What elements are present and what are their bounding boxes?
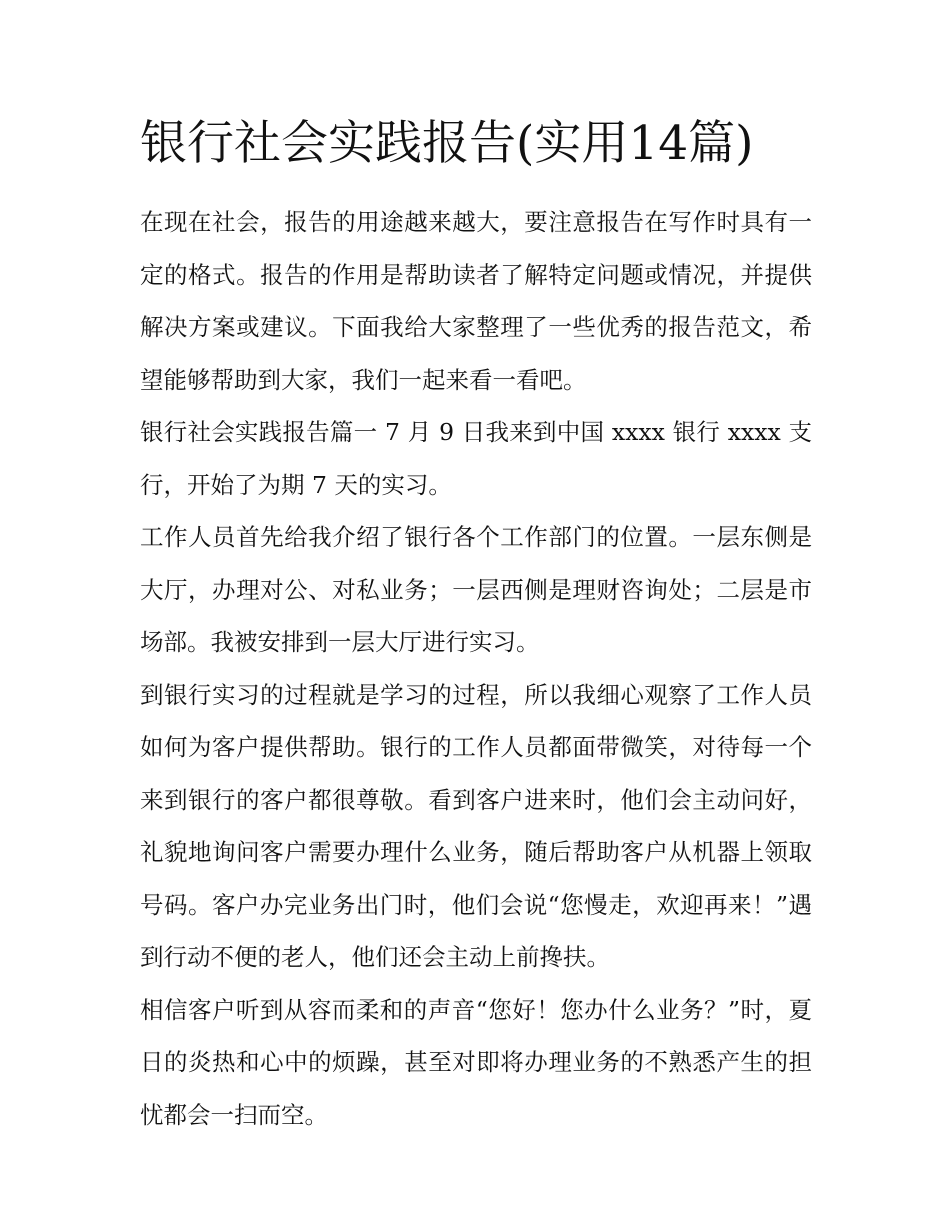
paragraph-observation: 到银行实习的过程就是学习的过程，所以我细心观察了工作人员如何为客户提供帮助。银行的工作人员都面带微笑，对待每一个来到银行的客户都很尊敬。看到客户进来时，他们会主动问好，礼貌地询问客户需要办理什么业务，随后帮助客户从机器上领取号码。客户办完业务出门时，他们会说“您慢走，欢迎再来！”遇到行动不便的老人，他们还会主动上前搀扶。 [140,680,812,971]
paragraph-part-one-opening: 银行社会实践报告篇一 7 月 9 日我来到中国 xxxx 银行 xxxx 支行，开始了为期 7 天的实习。 [140,418,812,499]
paragraph-customer-feeling: 相信客户听到从容而柔和的声音“您好！您办什么业务？”时，夏日的炎热和心中的烦躁，甚至对即将办理业务的不熟悉产生的担忧都会一扫而空。 [140,995,812,1129]
paragraph-bank-layout: 工作人员首先给我介绍了银行各个工作部门的位置。一层东侧是大厅，办理对公、对私业务；一层西侧是理财咨询处；二层是市场部。我被安排到一层大厅进行实习。 [140,523,812,656]
document-body [140,196,812,1141]
document-title: 银行社会实践报告(实用14篇) [140,116,754,171]
paragraph-intro: 在现在社会，报告的用途越来越大，要注意报告在写作时具有一定的格式。报告的作用是帮助读者了解特定问题或情况，并提供解决方案或建议。下面我给大家整理了一些优秀的报告范文，希望能够帮助到大家，我们一起来看一看吧。 [140,208,812,394]
